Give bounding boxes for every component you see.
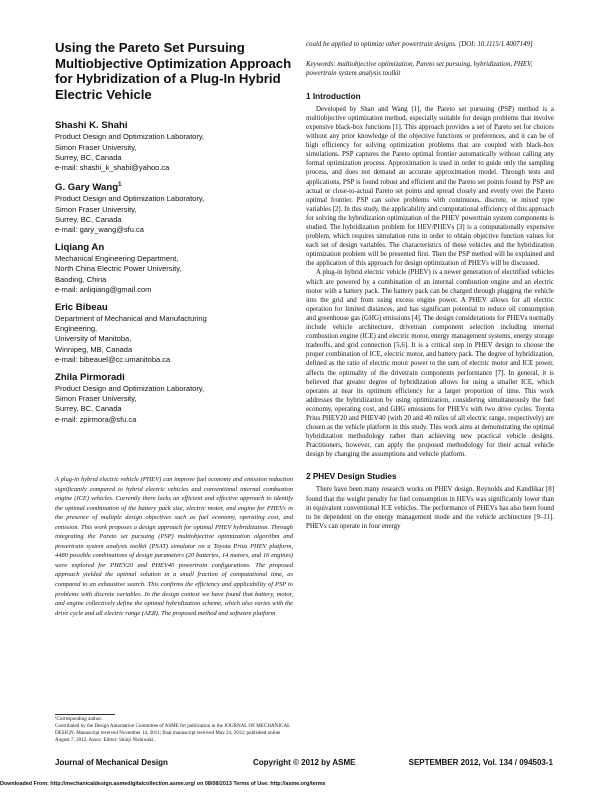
- affiliation-line: Winnipeg, MB, Canada: [55, 344, 133, 354]
- keywords: Keywords: multiobjective optimization, Pareto set pursuing, hybridization, PHEV, powertrain system analysis toolkit: [306, 60, 533, 78]
- footnote-divider: [55, 714, 115, 715]
- page-footer: [55, 758, 553, 770]
- author-name: Zhila Pirmoradi: [55, 372, 125, 384]
- author-name: Eric Bibeau: [55, 302, 108, 313]
- title-line: Multiobjective Optimization Approach: [55, 55, 292, 71]
- copyright-notice: Copyright © 2012 by ASME: [253, 758, 356, 767]
- affiliation-line: North China Electric Power University,: [55, 264, 182, 274]
- affiliation-line: Surrey, BC, Canada: [55, 214, 122, 224]
- author-block: [55, 301, 293, 365]
- affiliation-line: Simon Fraser University,: [55, 142, 137, 152]
- affiliation-line: Department of Mechanical and Manufacturing: [55, 314, 207, 323]
- paper-title: [55, 40, 293, 102]
- author-block: [55, 119, 293, 173]
- affiliation-line: Simon Fraser University,: [55, 204, 137, 214]
- submission-note: Contributed by the Design Automation Committee of ASME for publication in the JOURNAL OF MECHANICAL DESIGN. Manuscript received November 14, 2011; final manuscript received May 24, 2012; published online August 7, 2012. Assoc. Editor: Shinji Nishiwaki.: [55, 723, 291, 744]
- title-line: Using the Pareto Set Pursuing: [55, 40, 245, 55]
- section-heading: 2 PHEV Design Studies: [306, 472, 397, 482]
- author-email[interactable]: e-mail: bibeauel@cc.umanitoba.ca: [55, 354, 171, 364]
- author-block: [55, 241, 293, 295]
- author-block: [55, 179, 293, 235]
- affiliation-line: University of Manitoba,: [55, 334, 132, 344]
- body-paragraph: A plug-in hybrid electric vehicle (PHEV) is a newer generation of electrified vehicles which are powered by a combination of an internal combustion engine and an electric motor with a battery pack. The battery pack can be charged through plugging the vehicle into the grid and from using excess engine power. A PHEV allows for all electric operation for limited distances, and has significant potential to reduce oil consumption and greenhouse gas (GHG) emissions [4]. The design considerations for PHEVs normally include vehicle architecture, drivetrain component selection including internal combustion engine (ICE) and electric motor, energy management systems, energy storage tradeoffs, and grid connection [5,6]. It is a critical step in PHEV design to choose the proper combination of ICE, electric motor, and battery pack. The degree of hybridization, defined as the ratio of electric motor power to the sum of electric motor and ICE power, affects the optimality of the drivetrain components performance [7]. In general, it is believed that greater degree of hybridization allows for using a smaller ICE, which operates at near its optimum efficiency for a larger proportion of time. This work addresses the hybridization by using optimization, considering simultaneously the fuel economy, operating cost, and GHG emissions for PHEVs with two drive cycles. Toyota Prius PHEV20 and PHEV40 (with 20 and 40 miles of all electric range, respectively) are chosen as the vehicle platform in this study. This work aims at demonstrating the optimal hybridization methodology rather than achieving new practical vehicle designs. Practitioners, however, can apply the proposed methodology for their actual vehicle design by changing the assumptions and vehicle platform.: [306, 269, 554, 459]
- corresponding-marker: 1: [118, 182, 122, 189]
- author-name: G. Gary Wang$^1$: [55, 182, 122, 194]
- body-paragraph: There have been many research works on PHEV design. Reynolds and Kandlikar [8] found that the weight penalty for fuel consumption in HEVs was significantly lower than in equivalent conventional ICE vehicles. The performance of PHEVs has also been found to be dependent on the energy management mode and the vehicle architecture [9–11]. PHEVs can operate in four energy: [306, 486, 554, 530]
- author-email[interactable]: e-mail: anliqiang@gmail.com: [55, 284, 152, 294]
- abstract-continuation: could be applied to optimize other powertrain designs. [DOI: 10.1115/1.4007149]: [306, 41, 533, 48]
- abstract: A plug-in hybrid electric vehicle (PHEV) can improve fuel economy and emission reduction significantly compared to hybrid electric vehicles and conventional internal combustion engine (ICE) vehicles. Currently there lacks an efficient and effective approach to identify the optimal combination of the battery pack size, electric motor, and engine for PHEVs in the presence of multiple design objectives such as fuel economy, operating cost, and emission. This work proposes a design approach for optimal PHEV hybridization. Through integrating the Pareto set pursuing (PSP) multiobjective optimization algorithm and powertrain system analysis toolkit (PSAT) simulator on a Toyota Prius PHEV platform, 4480 possible combinations of design parameters (20 batteries, 14 motors, and 16 engines) were explored for PHEV20 and PHEV40 powertrain configurations. The proposed approach yielded the optimal solution in a small fraction of computational time, as compared to an exhaustive search. This confirms the efficiency and applicability of PSP to problems with discrete variables. In the design context we have found that battery, motor, and engine collectively define the optimal hybridization scheme, which also varies with the drive cycle and all electric range (AER). The proposed method and software platform: [55, 476, 293, 617]
- body-paragraph: Developed by Shan and Wang [1], the Pareto set pursuing (PSP) method is a multiobjective optimization method, especially suitable for design problems that involve expensive black-box functions [1]. This approach provides a set of Pareto set for choices without any prior knowledge of the objective functions or preferences, and it can be of high efficiency for solving optimization problems that are coupled with black-box simulations. PSP captures the Pareto optimal frontier automatically without calling any formal optimization process. Approximation is used in order to guide only the sampling process, and does not demand an accurate approximation model. Through tests and applications, PSP is found robust and efficient and the Pareto set points found by PSP are actual or close-to-actual Pareto set points and spread closely and evenly over the Pareto optimal frontier. PSP can solve problems with continuous, discrete, or mixed type variables [2]. In this study, the applicability and computational efficiency of this approach for solving the hybridization optimization of the PHEV powertrain system components is studied. The hybridization problem for HEV/PHEVs [3] is a computationally expensive problem, which requires simulation runs in order to obtain objective function values for each set of design variables. The characteristics of these vehicles and the hybridization optimization problem will be presented first. Then the PSP method will be explained and the application of this approach for design optimization of PHEVs will be discussed.: [306, 105, 554, 268]
- journal-name: Journal of Mechanical Design: [55, 758, 168, 767]
- issue-info: SEPTEMBER 2012, Vol. 134 / 094503-1: [408, 758, 553, 767]
- author-email[interactable]: e-mail: shashi_k_shahi@yahoo.ca: [55, 162, 170, 172]
- title-line: Electric Vehicle: [55, 86, 152, 102]
- affiliation-line: Surrey, BC, Canada: [55, 152, 122, 162]
- author-name: Liqiang An: [55, 242, 105, 254]
- section-heading: 1 Introduction: [306, 91, 361, 101]
- right-column: [306, 40, 554, 531]
- affiliation-line: Product Design and Optimization Laboratory,: [55, 194, 205, 204]
- title-line: for Hybridization of a Plug-In Hybrid: [55, 71, 281, 87]
- left-column: [55, 40, 293, 431]
- affiliation-line: Surrey, BC, Canada: [55, 404, 122, 414]
- affiliation-line: Engineering,: [55, 324, 98, 334]
- affiliation-line: Product Design and Optimization Laboratory,: [55, 384, 205, 394]
- affiliation-line: Mechanical Engineering Department,: [55, 254, 179, 264]
- author-name: Shashi K. Shahi: [55, 120, 128, 132]
- affiliation-line: Baoding, China: [55, 274, 107, 284]
- corresponding-author-note: ¹Corresponding author.: [55, 716, 103, 722]
- affiliation-line: Product Design and Optimization Laboratory,: [55, 132, 205, 142]
- author-email[interactable]: e-mail: zpirmora@sfu.ca: [55, 414, 137, 424]
- download-notice: Downloaded From: http://mechanicaldesign.asmedigitalcollection.asme.org/ on 08/08/2013 Terms of Use: http://asme.org/terms: [0, 781, 326, 787]
- footnote: [55, 716, 293, 744]
- author-block: [55, 371, 293, 425]
- author-email[interactable]: e-mail: gary_wang@sfu.ca: [55, 224, 144, 234]
- affiliation-line: Simon Fraser University,: [55, 394, 137, 404]
